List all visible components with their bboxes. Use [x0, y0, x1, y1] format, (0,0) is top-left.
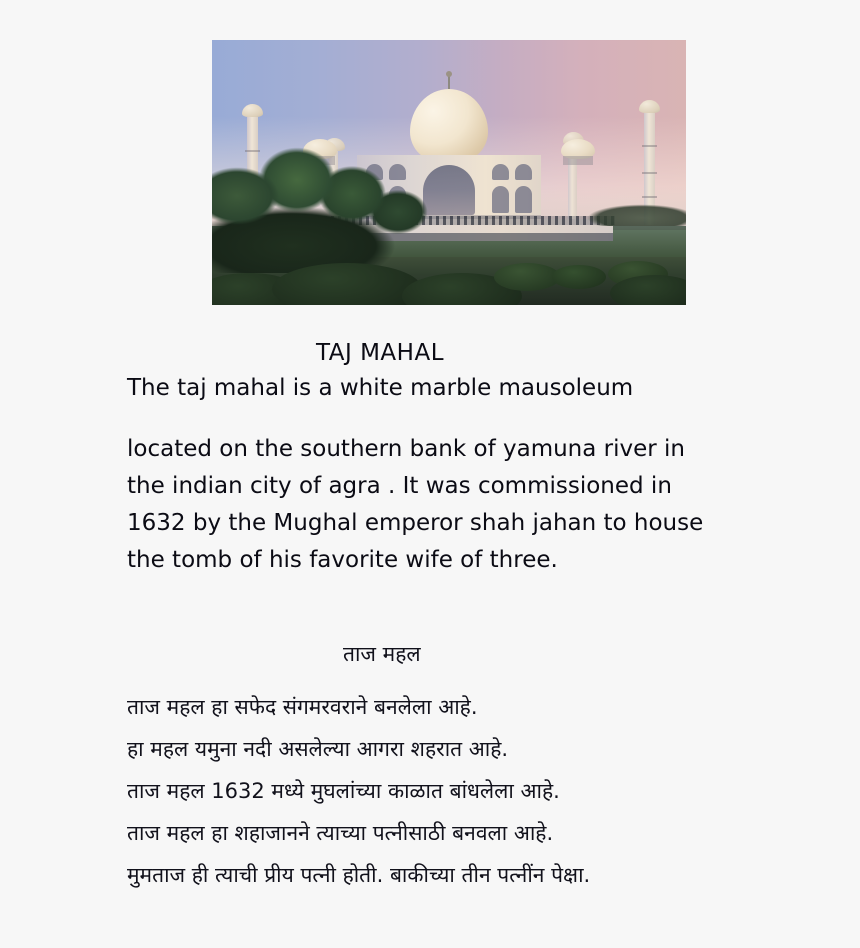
minaret-band — [642, 172, 657, 174]
marathi-title: ताज महल — [343, 642, 421, 666]
english-line: the indian city of agra . It was commissioned in — [127, 473, 672, 499]
english-paragraph — [127, 431, 753, 579]
tree-cluster-left — [212, 138, 437, 273]
marathi-line: ताज महल हा शहाजानने त्याच्या पत्नीसाठी बनवला आहे. — [127, 821, 554, 845]
marathi-paragraph — [127, 686, 767, 896]
midground-bush — [494, 263, 560, 291]
distant-trees-right — [572, 200, 686, 226]
minaret-cap-icon — [639, 100, 660, 113]
chattri-right — [561, 139, 595, 165]
marathi-line: ताज महल हा सफेद संगमरवराने बनलेला आहे. — [127, 695, 478, 719]
english-line: 1632 by the Mughal emperor shah jahan to house — [127, 510, 704, 536]
page-title: TAJ MAHAL — [316, 340, 445, 366]
facade-arch-upper — [515, 164, 532, 180]
facade-arch — [492, 186, 509, 213]
midground-bush — [552, 265, 606, 289]
minaret-cap-icon — [242, 104, 263, 117]
facade-arch — [515, 186, 532, 213]
marathi-line: हा महल यमुना नदी असलेल्या आगरा शहरात आहे. — [127, 737, 509, 761]
facade-arch-upper — [492, 164, 509, 180]
english-line: the tomb of his favorite wife of three. — [127, 547, 558, 573]
minaret-band — [642, 145, 657, 147]
taj-mahal-image — [212, 40, 686, 305]
photo-canvas — [212, 40, 686, 305]
marathi-line: ताज महल 1632 मध्ये मुघलांच्या काळात बांधलेला आहे. — [127, 779, 560, 803]
marathi-line: मुमताज ही त्याची प्रीय पत्नी होती. बाकीच्या तीन पत्नींन पेक्षा. — [127, 863, 591, 887]
minaret-band — [642, 196, 657, 198]
english-lead-line: The taj mahal is a white marble mausoleum — [127, 375, 634, 401]
chattri-legs — [563, 156, 593, 165]
english-line: located on the southern bank of yamuna river in — [127, 436, 686, 462]
